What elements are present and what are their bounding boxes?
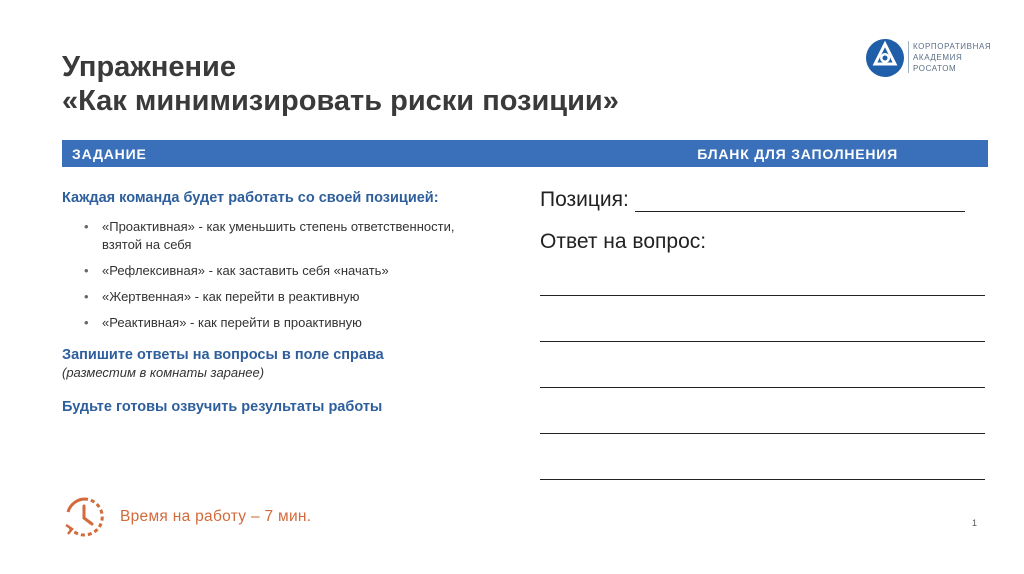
page-number: 1 bbox=[972, 518, 978, 528]
title-line-1: Упражнение bbox=[62, 51, 236, 83]
timer-block bbox=[62, 495, 311, 539]
answer-line-4[interactable] bbox=[540, 432, 985, 434]
logo-text-line-2: АКАДЕМИЯ bbox=[913, 53, 963, 62]
list-item: • «Реактивная» - как перейти в проактивную bbox=[102, 314, 462, 332]
position-field-row bbox=[540, 180, 990, 212]
logo-text-line-3: РОСАТОМ bbox=[913, 64, 957, 73]
answer-line-2[interactable] bbox=[540, 340, 985, 342]
header-form-label: БЛАНК ДЛЯ ЗАПОЛНЕНИЯ bbox=[697, 146, 898, 162]
position-label: Позиция: bbox=[540, 188, 629, 211]
answer-line-5[interactable] bbox=[540, 478, 985, 480]
logo-text bbox=[913, 41, 991, 74]
answer-line-3[interactable] bbox=[540, 386, 985, 388]
task-heading: Каждая команда будет работать со своей позицией: bbox=[62, 190, 439, 206]
slide-title bbox=[62, 50, 619, 118]
instruction-main: Запишите ответы на вопросы в поле справа bbox=[62, 347, 384, 363]
rosatom-academy-logo bbox=[865, 38, 995, 80]
task-column bbox=[62, 188, 462, 416]
list-item: • «Рефлексивная» - как заставить себя «начать» bbox=[102, 262, 462, 280]
section-header-bar bbox=[62, 140, 988, 167]
list-item: • «Жертвенная» - как перейти в реактивную bbox=[102, 288, 462, 306]
logo-divider bbox=[908, 41, 909, 73]
answer-label: Ответ на вопрос: bbox=[540, 230, 707, 253]
header-task-label: ЗАДАНИЕ bbox=[72, 146, 147, 162]
logo-text-line-1: КОРПОРАТИВНАЯ bbox=[913, 42, 992, 51]
fill-in-form bbox=[540, 180, 990, 254]
title-line-2: «Как минимизировать риски позиции» bbox=[62, 85, 619, 117]
timer-text: Время на работу – 7 мин. bbox=[120, 508, 312, 525]
clock-icon bbox=[62, 495, 106, 539]
instruction-note bbox=[62, 346, 462, 382]
ready-instruction: Будьте готовы озвучить результаты работы bbox=[62, 399, 383, 415]
atom-logo-icon bbox=[865, 38, 905, 78]
position-list bbox=[62, 218, 462, 332]
list-item: • «Проактивная» - как уменьшить степень ответственности, взятой на себя bbox=[102, 218, 462, 254]
instruction-sub: (разместим в комнаты заранее) bbox=[62, 365, 265, 380]
position-input-line[interactable] bbox=[635, 185, 965, 212]
answer-line-1[interactable] bbox=[540, 294, 985, 296]
